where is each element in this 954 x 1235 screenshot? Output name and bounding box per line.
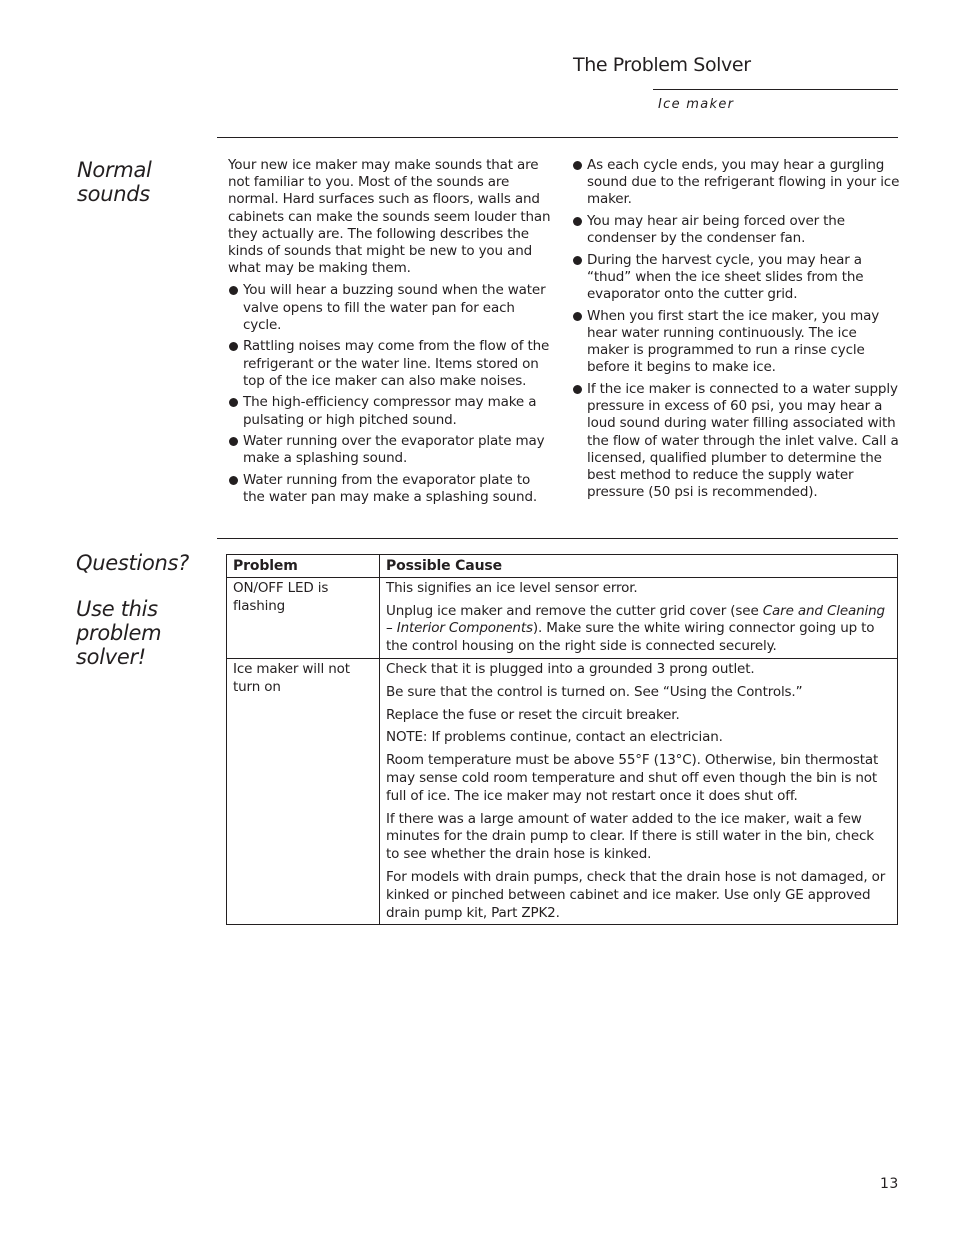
list-item [572,252,900,304]
problem-solver-table [226,554,898,925]
list-item-text: Water running over the evaporator plate may make a splashing sound. [243,433,545,467]
list-item [572,308,900,377]
list-item [228,282,554,334]
bullet-icon [573,385,582,394]
problem-cell: Ice maker will not turn on [227,658,380,924]
cause-text: This signifies an ice level sensor error. [386,579,638,596]
heading-line: solver! [76,645,146,669]
cause-text: NOTE: If problems continue, contact an electrician. [386,729,723,746]
heading-line: problem [76,621,162,645]
page-title: The Problem Solver [573,54,751,76]
column-header-problem: Problem [227,555,380,578]
cause-cell [380,577,898,658]
cause-text: For models with drain pumps, check that the drain hose is not damaged, or kinked or pinched between cabinet and ice maker. Use only GE approved drain pump kit, Part ZPK2. [386,868,886,921]
list-item [228,394,554,428]
heading-line: sounds [77,182,150,206]
table-row [227,577,898,658]
bullet-icon [573,161,582,170]
list-item [228,338,554,390]
cause-text: Check that it is plugged into a grounded 3 prong outlet. [386,660,755,677]
bullet-icon [229,286,238,295]
bullet-icon [229,342,238,351]
list-item-text: Water running from the evaporator plate to the water pan may make a splashing sound. [243,472,538,506]
cause-cell [380,658,898,924]
problem-cell: ON/OFF LED is flashing [227,577,380,658]
list-item [228,472,554,506]
bullet-icon [229,398,238,407]
list-item-text: If the ice maker is connected to a water supply pressure in excess of 60 psi, you may hear a loud sound during water filling associated with the flow of water through the inlet valve. Call a licensed, qualified plumber to determine the best method to reduce the supply water pressure (50 psi is recommended). [587,381,899,501]
table-header-row [227,555,898,578]
bullet-icon [573,217,582,226]
heading-line: Questions? [76,551,190,575]
cause-text [386,603,891,656]
list-item-text: As each cycle ends, you may hear a gurgling sound due to the refrigerant flowing in your ice maker. [587,157,900,208]
bullet-icon [573,256,582,265]
sounds-right-column [572,157,900,506]
bullet-icon [229,476,238,485]
list-item [572,213,900,247]
cause-text: Room temperature must be above 55°F (13°C). Otherwise, bin thermostat may sense cold room temperature and shut off even though the bin is not full of ice. The ice maker may not restart once it does shut off. [386,752,879,804]
list-item [228,433,554,467]
sounds-intro: Your new ice maker may make sounds that are not familiar to you. Most of the sounds are normal. Hard surfaces such as floors, walls and cabinets can make the sounds seem louder than they actually are. The following describes the kinds of sounds that might be new to you and what may be making them. [228,157,551,277]
bullet-icon [573,312,582,321]
list-item-text: You will hear a buzzing sound when the water valve opens to fill the water pan for each cycle. [243,282,546,333]
questions-heading [76,551,216,669]
page-number: 13 [880,1176,899,1192]
cause-text: Replace the fuse or reset the circuit breaker. [386,706,680,723]
section-divider-top [217,137,898,138]
list-item-text: During the harvest cycle, you may hear a “thud” when the ice sheet slides from the evaporator onto the cutter grid. [587,251,864,303]
sounds-list-left [228,282,554,506]
cause-text: Be sure that the control is turned on. See “Using the Controls.” [386,683,803,700]
heading-line: Normal [77,158,152,182]
column-header-cause: Possible Cause [380,555,898,578]
list-item-text: The high-efficiency compressor may make a pulsating or high pitched sound. [243,394,537,428]
list-item-text: Rattling noises may come from the flow of the refrigerant or the water line. Items stored on top of the ice maker can also make noises. [243,338,550,389]
list-item [572,381,900,501]
cause-text: If there was a large amount of water added to the ice maker, wait a few minutes for the drain pump to clear. If there is still water in the bin, check to see whether the drain hose is kinked. [386,810,874,863]
table-row [227,658,898,924]
list-item [572,157,900,209]
section-divider-middle [217,538,898,539]
list-item-text: You may hear air being forced over the condenser by the condenser fan. [587,213,845,247]
list-item-text: When you first start the ice maker, you may hear water running continuously. The ice maker is programmed to run a rinse cycle before it begins to make ice. [587,307,880,376]
cause-text-part: Unplug ice maker and remove the cutter grid cover (see [386,602,763,619]
cause-reference: Care and Cleaning – Interior Components [386,602,885,637]
heading-line: Use this [76,597,158,621]
header-divider [653,89,898,90]
section-subtitle: Ice maker [658,97,735,112]
cause-text-part: ). Make sure the white wiring connector going up to the control housing on the right side is connected securely. [386,620,875,655]
sounds-list-right [572,157,900,501]
normal-sounds-heading [77,158,207,206]
sounds-left-column [228,157,554,511]
bullet-icon [229,437,238,446]
